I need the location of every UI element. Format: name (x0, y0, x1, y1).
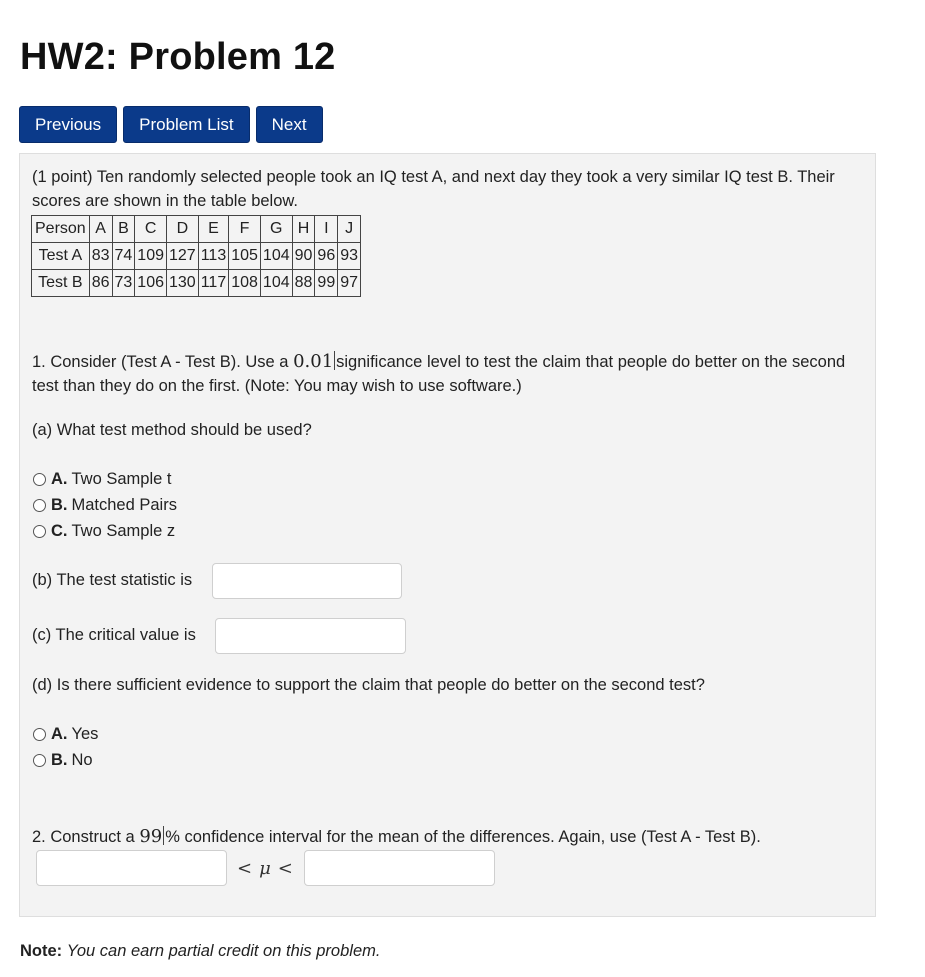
note-text: You can earn partial credit on this problem. (66, 942, 381, 960)
table-row-test-b (32, 270, 361, 297)
ci-upper-input[interactable] (304, 850, 495, 886)
partial-credit-note (20, 942, 380, 961)
table-cell: 93 (338, 243, 361, 270)
question-2-text-after: % confidence interval for the mean of the differences. Again, use (Test A - Test B). (165, 828, 761, 846)
part-c-prompt: (c) The critical value is (32, 626, 196, 644)
part-d-option-a[interactable] (33, 725, 98, 744)
table-cell: 74 (112, 243, 135, 270)
table-cell: 109 (135, 243, 167, 270)
option-letter: A. (51, 725, 68, 743)
table-cell: 130 (167, 270, 199, 297)
table-header-cell: J (338, 216, 361, 243)
table-row-label: Test A (32, 243, 90, 270)
part-d-option-b[interactable] (33, 751, 93, 770)
part-a-option-c[interactable] (33, 522, 175, 541)
table-cell: 73 (112, 270, 135, 297)
part-a-option-b[interactable] (33, 496, 177, 515)
option-letter: B. (51, 496, 68, 514)
option-letter: B. (51, 751, 68, 769)
radio-button[interactable] (33, 473, 46, 486)
table-header-cell: G (260, 216, 292, 243)
table-cell: 127 (167, 243, 199, 270)
less-than-symbol: < (277, 858, 293, 879)
question-1 (32, 350, 852, 398)
question-1-text-after: significance level to test the claim that people do better on the second test than they do on the first. (Note: You may wish to use software.) (32, 353, 846, 395)
question-2-text-before: 2. Construct a (32, 828, 135, 846)
table-cell: 106 (135, 270, 167, 297)
alpha-value: 0.01 (293, 351, 334, 372)
table-cell: 90 (292, 243, 315, 270)
note-label: Note: (20, 942, 63, 960)
ci-inequality (237, 858, 293, 879)
confidence-value: 99 (139, 826, 163, 847)
radio-button[interactable] (33, 728, 46, 741)
table-header-cell: A (89, 216, 112, 243)
option-label: Two Sample z (71, 522, 176, 540)
table-row-test-a (32, 243, 361, 270)
table-header-cell: H (292, 216, 315, 243)
table-cell: 117 (198, 270, 229, 297)
table-header-cell: E (198, 216, 229, 243)
text-cursor (334, 351, 335, 370)
question-1-text-before: 1. Consider (Test A - Test B). Use a (32, 353, 289, 371)
table-cell: 104 (260, 270, 292, 297)
radio-button[interactable] (33, 499, 46, 512)
table-cell: 86 (89, 270, 112, 297)
question-2 (32, 825, 862, 849)
problem-body (19, 153, 876, 917)
option-label: Matched Pairs (71, 496, 177, 514)
part-b-prompt: (b) The test statistic is (32, 571, 193, 589)
table-cell: 108 (229, 270, 261, 297)
part-a-prompt: (a) What test method should be used? (32, 421, 312, 439)
scores-table (31, 215, 361, 297)
table-header-row (32, 216, 361, 243)
option-label: No (71, 751, 93, 769)
option-label: Yes (71, 725, 99, 743)
table-cell: 88 (292, 270, 315, 297)
table-cell: 96 (315, 243, 338, 270)
test-statistic-input[interactable] (212, 563, 402, 599)
mu-symbol: μ (259, 858, 271, 879)
previous-button[interactable]: Previous (19, 106, 117, 143)
problem-list-button[interactable]: Problem List (123, 106, 249, 143)
table-cell: 99 (315, 270, 338, 297)
table-row-label: Test B (32, 270, 90, 297)
table-header-cell: I (315, 216, 338, 243)
ci-lower-input[interactable] (36, 850, 227, 886)
table-header-cell: Person (32, 216, 90, 243)
table-cell: 104 (260, 243, 292, 270)
critical-value-input[interactable] (215, 618, 406, 654)
next-button[interactable]: Next (256, 106, 323, 143)
problem-nav (19, 106, 323, 143)
less-than-symbol: < (237, 858, 253, 879)
table-cell: 97 (338, 270, 361, 297)
table-header-cell: B (112, 216, 135, 243)
part-a-option-a[interactable] (33, 470, 171, 489)
table-header-cell: D (167, 216, 199, 243)
option-label: Two Sample t (71, 470, 172, 488)
table-header-cell: F (229, 216, 261, 243)
table-cell: 113 (198, 243, 229, 270)
part-d-prompt: (d) Is there sufficient evidence to support the claim that people do better on the second test? (32, 676, 705, 694)
table-cell: 83 (89, 243, 112, 270)
table-cell: 105 (229, 243, 261, 270)
table-header-cell: C (135, 216, 167, 243)
radio-button[interactable] (33, 754, 46, 767)
radio-button[interactable] (33, 525, 46, 538)
page-title: HW2: Problem 12 (20, 36, 336, 78)
problem-intro: (1 point) Ten randomly selected people took an IQ test A, and next day they took a very similar IQ test B. Their scores are shown in the table below. (32, 168, 835, 210)
option-letter: A. (51, 470, 68, 488)
option-letter: C. (51, 522, 68, 540)
